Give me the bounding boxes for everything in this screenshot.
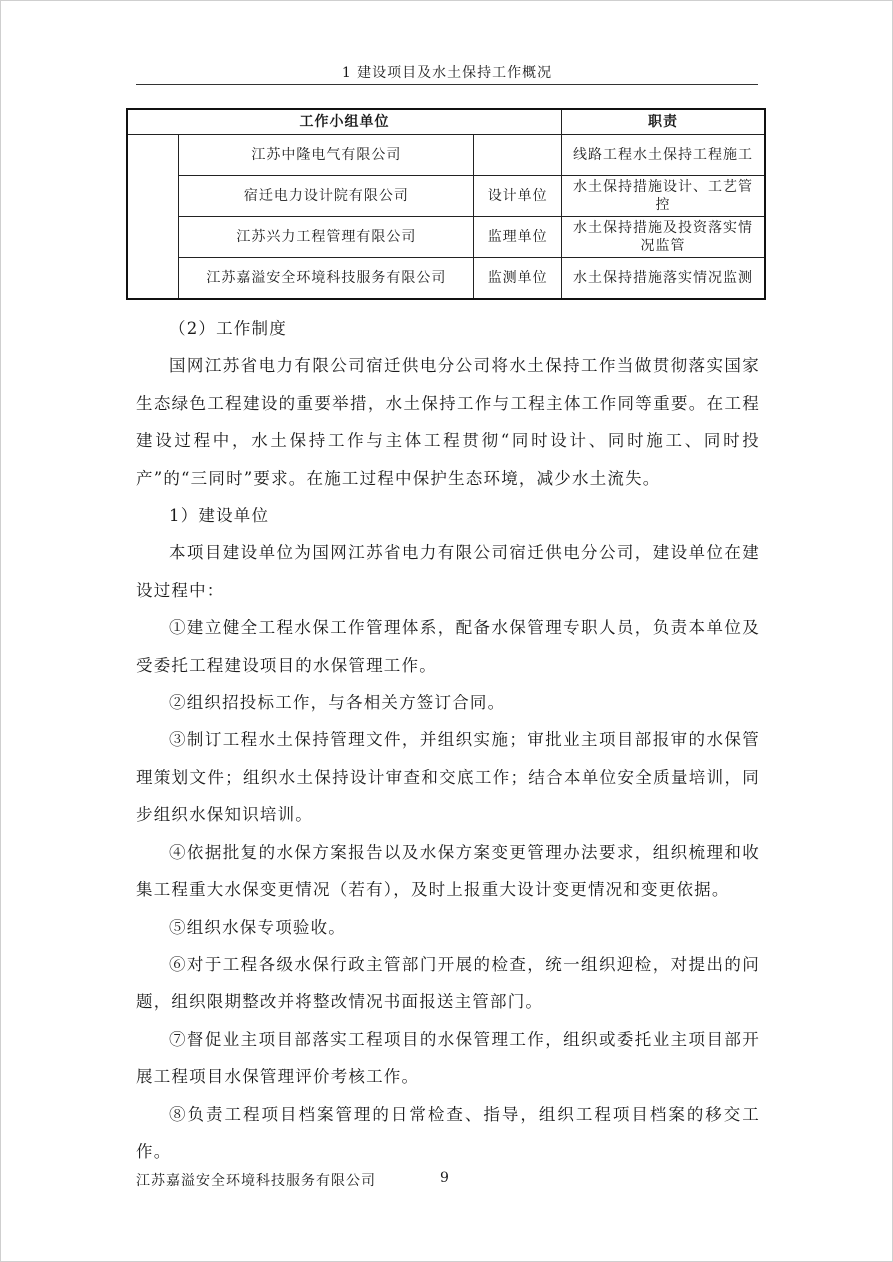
unit-name-cell: 江苏中隆电气有限公司 (179, 135, 474, 176)
header-rule (136, 84, 758, 85)
unit-role-cell: 监理单位 (474, 217, 562, 258)
column-header-duty: 职责 (562, 109, 765, 135)
list-item: ⑥对于工程各级水保行政主管部门开展的检查，统一组织迎检，对提出的问题，组织限期整改并将整改情况书面报送主管部门。 (136, 954, 760, 1012)
list-item: ⑦督促业主项目部落实工程项目的水保管理工作，组织或委托业主项目部开展工程项目水保管理评价考核工作。 (136, 1029, 760, 1087)
list-item: ②组织招投标工作，与各相关方签订合同。 (169, 693, 506, 713)
body-text (136, 310, 760, 1170)
unit-duty-cell: 水土保持措施设计、工艺管控 (562, 176, 765, 217)
unit-role-cell: 设计单位 (474, 176, 562, 217)
unit-name-cell: 宿迁电力设计院有限公司 (179, 176, 474, 217)
footer-company: 江苏嘉溢安全环境科技服务有限公司 (136, 1173, 376, 1189)
unit-duty-cell: 水土保持措施及投资落实情况监管 (562, 217, 765, 258)
table-header-row (127, 109, 765, 135)
unit-name-cell: 江苏兴力工程管理有限公司 (179, 217, 474, 258)
unit-role-cell (474, 135, 562, 176)
section-heading-work-system: （2）工作制度 (169, 319, 287, 338)
list-item: ①建立健全工程水保工作管理体系，配备水保管理专职人员，负责本单位及受委托工程建设项目的水保管理工作。 (136, 618, 760, 675)
page-header: 1 建设项目及水土保持工作概况 (341, 65, 553, 81)
unit-role-cell: 监测单位 (474, 258, 562, 300)
page-footer (136, 1170, 450, 1190)
merged-blank-cell (127, 135, 179, 300)
paragraph-intro: 国网江苏省电力有限公司宿迁供电分公司将水土保持工作当做贯彻落实国家生态绿色工程建设的重要举措，水土保持工作与工程主体工作同等重要。在工程建设过程中，水土保持工作与主体工程贯彻“同时设计、同时施工、同时投产”的“三同时”要求。在施工过程中保护生态环境，减少水土流失。 (136, 356, 760, 488)
page-number: 9 (440, 1170, 450, 1186)
list-item: ⑤组织水保专项验收。 (169, 917, 346, 937)
list-item: ④依据批复的水保方案报告以及水保方案变更管理办法要求，组织梳理和收集工程重大水保变更情况（若有），及时上报重大设计变更情况和变更依据。 (136, 842, 760, 900)
table-row (127, 135, 765, 176)
work-group-table (126, 108, 766, 300)
unit-duty-cell: 水土保持措施落实情况监测 (562, 258, 765, 300)
column-header-unit: 工作小组单位 (127, 109, 562, 135)
paragraph-construction-unit: 本项目建设单位为国网江苏省电力有限公司宿迁供电分公司，建设单位在建设过程中： (136, 543, 760, 600)
table-row (127, 217, 765, 258)
unit-duty-cell: 线路工程水土保持工程施工 (562, 135, 765, 176)
unit-name-cell: 江苏嘉溢安全环境科技服务有限公司 (179, 258, 474, 300)
table-row (127, 258, 765, 300)
table-row (127, 176, 765, 217)
list-item: ⑧负责工程项目档案管理的日常检查、指导，组织工程项目档案的移交工作。 (136, 1104, 760, 1161)
subheading-construction-unit: 1）建设单位 (169, 506, 270, 526)
list-item: ③制订工程水土保持管理文件，并组织实施；审批业主项目部报审的水保管理策划文件；组织水土保持设计审查和交底工作；结合本单位安全质量培训，同步组织水保知识培训。 (136, 730, 760, 825)
